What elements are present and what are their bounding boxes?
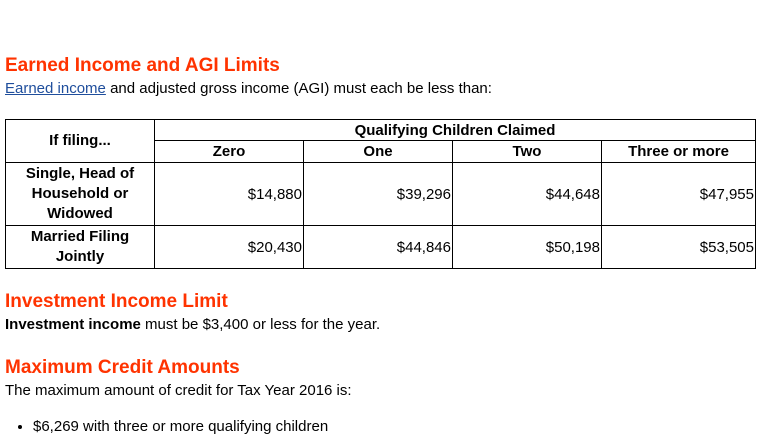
table-cell: $44,846	[304, 226, 453, 269]
row-label-single: Single, Head of Household or Widowed	[6, 163, 155, 226]
column-header: Three or more	[602, 141, 756, 163]
agi-limits-table	[5, 119, 756, 269]
table-cell: $50,198	[453, 226, 602, 269]
investment-income-term: Investment income	[5, 316, 141, 333]
column-header: Two	[453, 141, 602, 163]
table-cell: $53,505	[602, 226, 756, 269]
earned-income-link[interactable]: Earned income	[5, 80, 106, 97]
heading-earned-income: Earned Income and AGI Limits	[5, 55, 280, 76]
table-cell: $20,430	[155, 226, 304, 269]
table-cell: $44,648	[453, 163, 602, 226]
table-cell: $39,296	[304, 163, 453, 226]
list-item: • $6,269 with three or more qualifying children	[33, 418, 328, 436]
table-row	[6, 163, 756, 226]
heading-investment-income: Investment Income Limit	[5, 291, 228, 312]
investment-income-text	[5, 316, 380, 334]
investment-income-rest: must be $3,400 or less for the year.	[140, 316, 381, 333]
credit-amounts-list	[5, 418, 328, 436]
table-row	[6, 226, 756, 269]
column-header: One	[304, 141, 453, 163]
header-qualifying-children: Qualifying Children Claimed	[155, 120, 756, 141]
earned-income-intro-text: and adjusted gross income (AGI) must each be less than:	[105, 80, 492, 97]
table-cell: $14,880	[155, 163, 304, 226]
heading-max-credit: Maximum Credit Amounts	[5, 357, 240, 378]
row-label-married: Married Filing Jointly	[6, 226, 155, 269]
earned-income-intro	[5, 80, 492, 98]
column-header: Zero	[155, 141, 304, 163]
header-if-filing: If filing...	[6, 120, 155, 163]
max-credit-intro: The maximum amount of credit for Tax Year 2016 is:	[5, 382, 352, 399]
table-cell: $47,955	[602, 163, 756, 226]
